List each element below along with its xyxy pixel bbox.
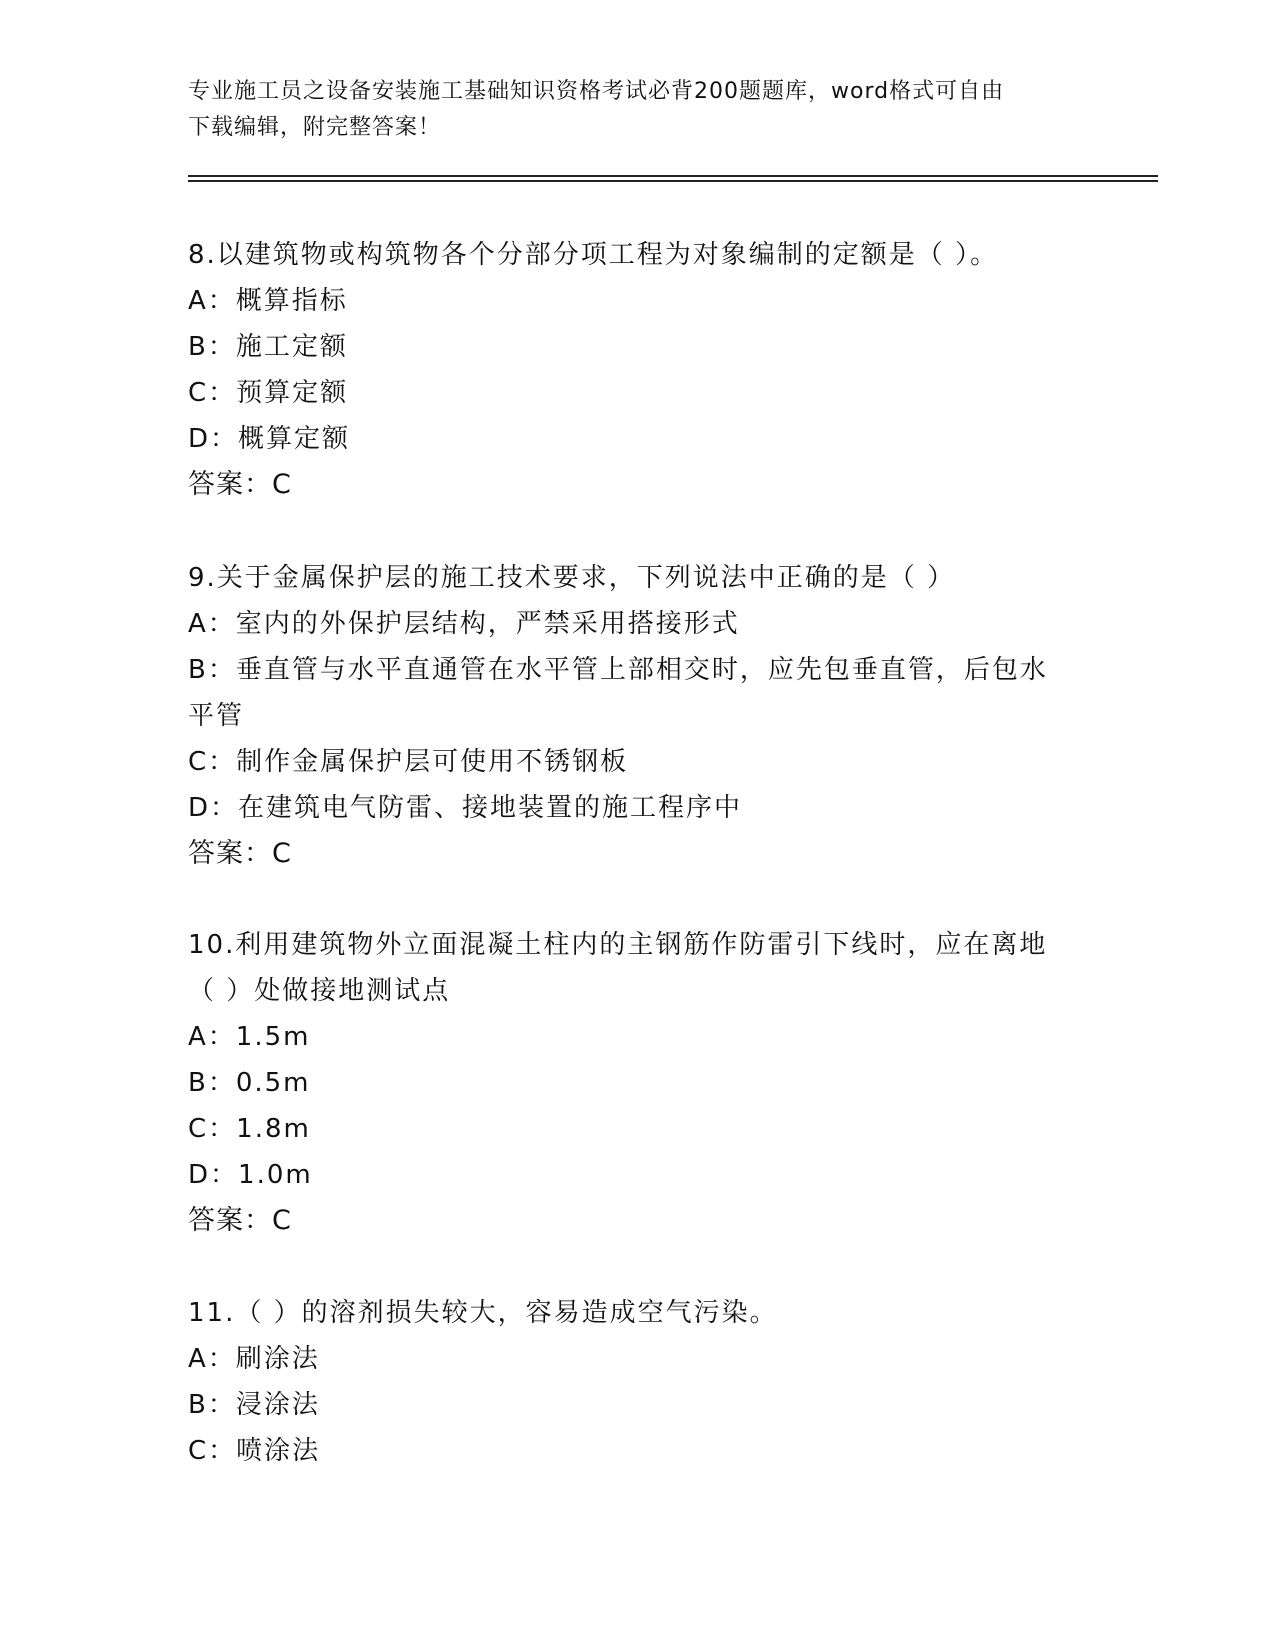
question-9 <box>188 555 1088 877</box>
answer: 答案：C <box>188 1205 292 1236</box>
question-stem-continued: （ ）处做接地测试点 <box>188 976 451 1006</box>
header-line-1: 专业施工员之设备安装施工基础知识资格考试必背200题题库，word格式可自由 <box>188 79 1005 104</box>
question-11 <box>188 1290 1088 1474</box>
question-10 <box>188 922 1088 1244</box>
option-b-continued: 平管 <box>188 701 245 731</box>
option-a: A：1.5m <box>188 1022 311 1052</box>
option-a: A：概算指标 <box>188 286 348 316</box>
header-rule-top <box>188 175 1158 177</box>
answer: 答案：C <box>188 469 292 500</box>
option-b: B：浸涂法 <box>188 1390 320 1420</box>
option-b: B：施工定额 <box>188 332 348 362</box>
question-stem: 9.关于金属保护层的施工技术要求，下列说法中正确的是（ ） <box>188 563 956 593</box>
option-d: D：概算定额 <box>188 424 351 454</box>
question-stem: 11.（ ）的溶剂损失较大，容易造成空气污染。 <box>188 1298 778 1328</box>
header-rule-bottom <box>188 180 1158 182</box>
option-d: D：1.0m <box>188 1160 313 1190</box>
option-b: B：垂直管与水平直通管在水平管上部相交时，应先包垂直管，后包水 <box>188 655 1048 685</box>
option-d: D：在建筑电气防雷、接地装置的施工程序中 <box>188 793 743 823</box>
option-c: C：喷涂法 <box>188 1436 321 1466</box>
question-8 <box>188 232 1088 508</box>
question-stem: 10.利用建筑物外立面混凝土柱内的主钢筋作防雷引下线时，应在离地 <box>188 930 1048 960</box>
option-a: A：室内的外保护层结构，严禁采用搭接形式 <box>188 609 740 639</box>
answer: 答案：C <box>188 838 292 869</box>
question-stem: 8.以建筑物或构筑物各个分部分项工程为对象编制的定额是（ ）。 <box>188 240 999 270</box>
option-c: C：制作金属保护层可使用不锈钢板 <box>188 747 629 777</box>
option-b: B：0.5m <box>188 1068 311 1098</box>
document-header <box>188 74 1088 146</box>
option-c: C：预算定额 <box>188 378 349 408</box>
header-line-2: 下载编辑，附完整答案！ <box>188 115 442 140</box>
option-c: C：1.8m <box>188 1114 311 1144</box>
option-a: A：刷涂法 <box>188 1344 320 1374</box>
